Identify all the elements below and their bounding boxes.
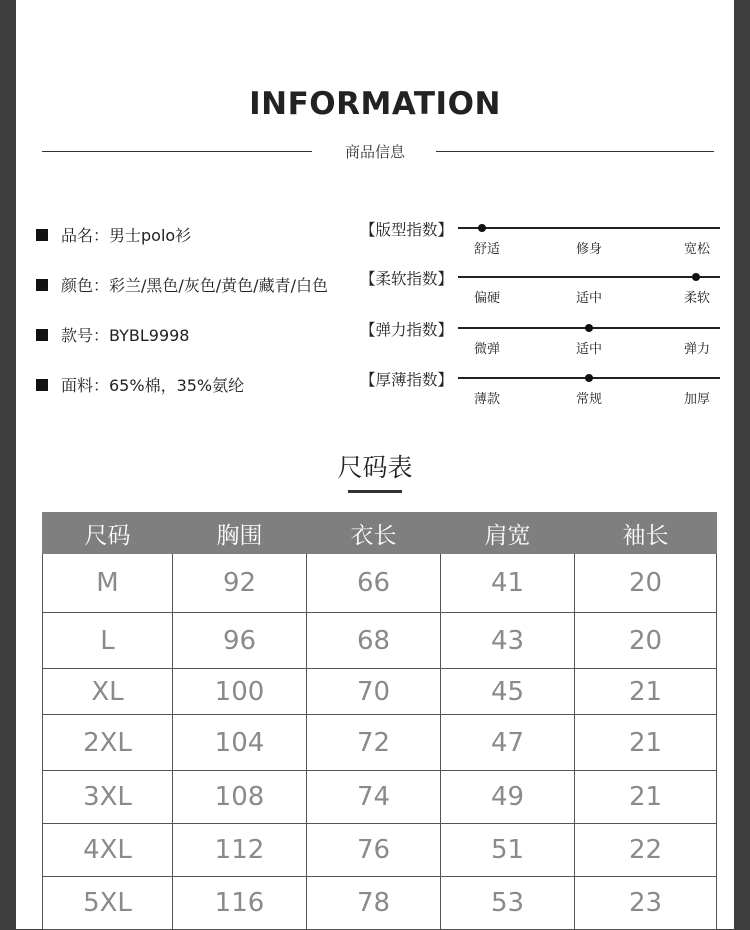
- info-text: 面料：65%棉，35%氨纶: [61, 376, 245, 395]
- table-cell: 47: [441, 715, 575, 771]
- table-row: [43, 771, 717, 824]
- table-cell: 92: [173, 554, 307, 613]
- info-item-name: [36, 223, 191, 246]
- scale-indicator-dot: [585, 374, 593, 382]
- scale-tick-label: 弹力: [683, 342, 710, 357]
- table-cell: 45: [441, 669, 575, 715]
- table-cell: 74: [307, 771, 441, 824]
- size-table: [42, 512, 717, 930]
- table-cell: XL: [43, 669, 173, 715]
- table-cell: 112: [173, 824, 307, 877]
- table-row: [43, 669, 717, 715]
- table-cell: 2XL: [43, 715, 173, 771]
- table-cell: 68: [307, 613, 441, 669]
- table-cell: 22: [575, 824, 717, 877]
- table-row: [43, 554, 717, 613]
- scale-indicator-dot: [585, 324, 593, 332]
- scale-tick-label: 舒适: [474, 242, 501, 257]
- page-title: INFORMATION: [249, 86, 501, 122]
- table-cell: L: [43, 613, 173, 669]
- table-cell: 23: [575, 877, 717, 930]
- size-table-header-row: [43, 513, 717, 554]
- scale-line: [458, 227, 720, 229]
- size-table-body: [43, 554, 717, 930]
- scale-tick-label: 柔软: [683, 291, 710, 306]
- scale-tick-label: 修身: [575, 242, 602, 257]
- table-cell: 21: [575, 771, 717, 824]
- table-cell: 4XL: [43, 824, 173, 877]
- table-cell: 66: [307, 554, 441, 613]
- table-cell: 76: [307, 824, 441, 877]
- table-row: [43, 877, 717, 930]
- bullet-square-icon: [36, 279, 48, 291]
- scale-tick-label: 偏硬: [474, 291, 501, 306]
- table-row: [43, 613, 717, 669]
- info-text: 颜色：彩兰/黑色/灰色/黄色/藏青/白色: [61, 276, 328, 295]
- info-text: 品名：男士polo衫: [61, 226, 192, 245]
- table-cell: 43: [441, 613, 575, 669]
- table-cell: 100: [173, 669, 307, 715]
- bullet-square-icon: [36, 229, 48, 241]
- table-row: [43, 715, 717, 771]
- size-title-underline: [348, 490, 402, 493]
- scale-label: 【弹力指数】: [360, 321, 454, 339]
- table-cell: 72: [307, 715, 441, 771]
- info-text: 款号：BYBL9998: [61, 326, 190, 345]
- table-row: [43, 824, 717, 877]
- table-cell: 104: [173, 715, 307, 771]
- table-cell: 41: [441, 554, 575, 613]
- table-cell: 51: [441, 824, 575, 877]
- scale-indicator-dot: [692, 273, 700, 281]
- table-cell: 5XL: [43, 877, 173, 930]
- table-cell: 20: [575, 613, 717, 669]
- scale-tick-label: 微弹: [474, 342, 501, 357]
- header-length: 衣长: [307, 513, 441, 554]
- size-table-title: 尺码表: [337, 453, 413, 482]
- header-shoulder: 肩宽: [441, 513, 575, 554]
- scale-tick-label: 适中: [575, 291, 602, 306]
- info-item-fabric: [36, 373, 244, 396]
- table-cell: M: [43, 554, 173, 613]
- table-cell: 108: [173, 771, 307, 824]
- scale-tick-label: 宽松: [683, 242, 710, 257]
- table-cell: 96: [173, 613, 307, 669]
- header-size: 尺码: [43, 513, 173, 554]
- scale-tick-label: 常规: [575, 392, 602, 407]
- bullet-square-icon: [36, 329, 48, 341]
- info-item-style-number: [36, 323, 190, 346]
- table-cell: 20: [575, 554, 717, 613]
- scale-label: 【柔软指数】: [360, 270, 454, 288]
- table-cell: 70: [307, 669, 441, 715]
- table-cell: 78: [307, 877, 441, 930]
- table-cell: 49: [441, 771, 575, 824]
- bullet-square-icon: [36, 379, 48, 391]
- info-item-color: [36, 273, 328, 296]
- table-cell: 21: [575, 715, 717, 771]
- table-cell: 116: [173, 877, 307, 930]
- scale-indicator-dot: [478, 224, 486, 232]
- header-chest: 胸围: [173, 513, 307, 554]
- table-cell: 53: [441, 877, 575, 930]
- scale-tick-label: 薄款: [474, 392, 501, 407]
- scale-label: 【版型指数】: [360, 221, 454, 239]
- header-sleeve: 袖长: [575, 513, 717, 554]
- scale-tick-label: 适中: [575, 342, 602, 357]
- scale-label: 【厚薄指数】: [360, 371, 454, 389]
- table-cell: 3XL: [43, 771, 173, 824]
- scale-tick-label: 加厚: [683, 392, 710, 407]
- page-subtitle: 商品信息: [344, 143, 405, 161]
- table-cell: 21: [575, 669, 717, 715]
- scale-line: [458, 276, 720, 278]
